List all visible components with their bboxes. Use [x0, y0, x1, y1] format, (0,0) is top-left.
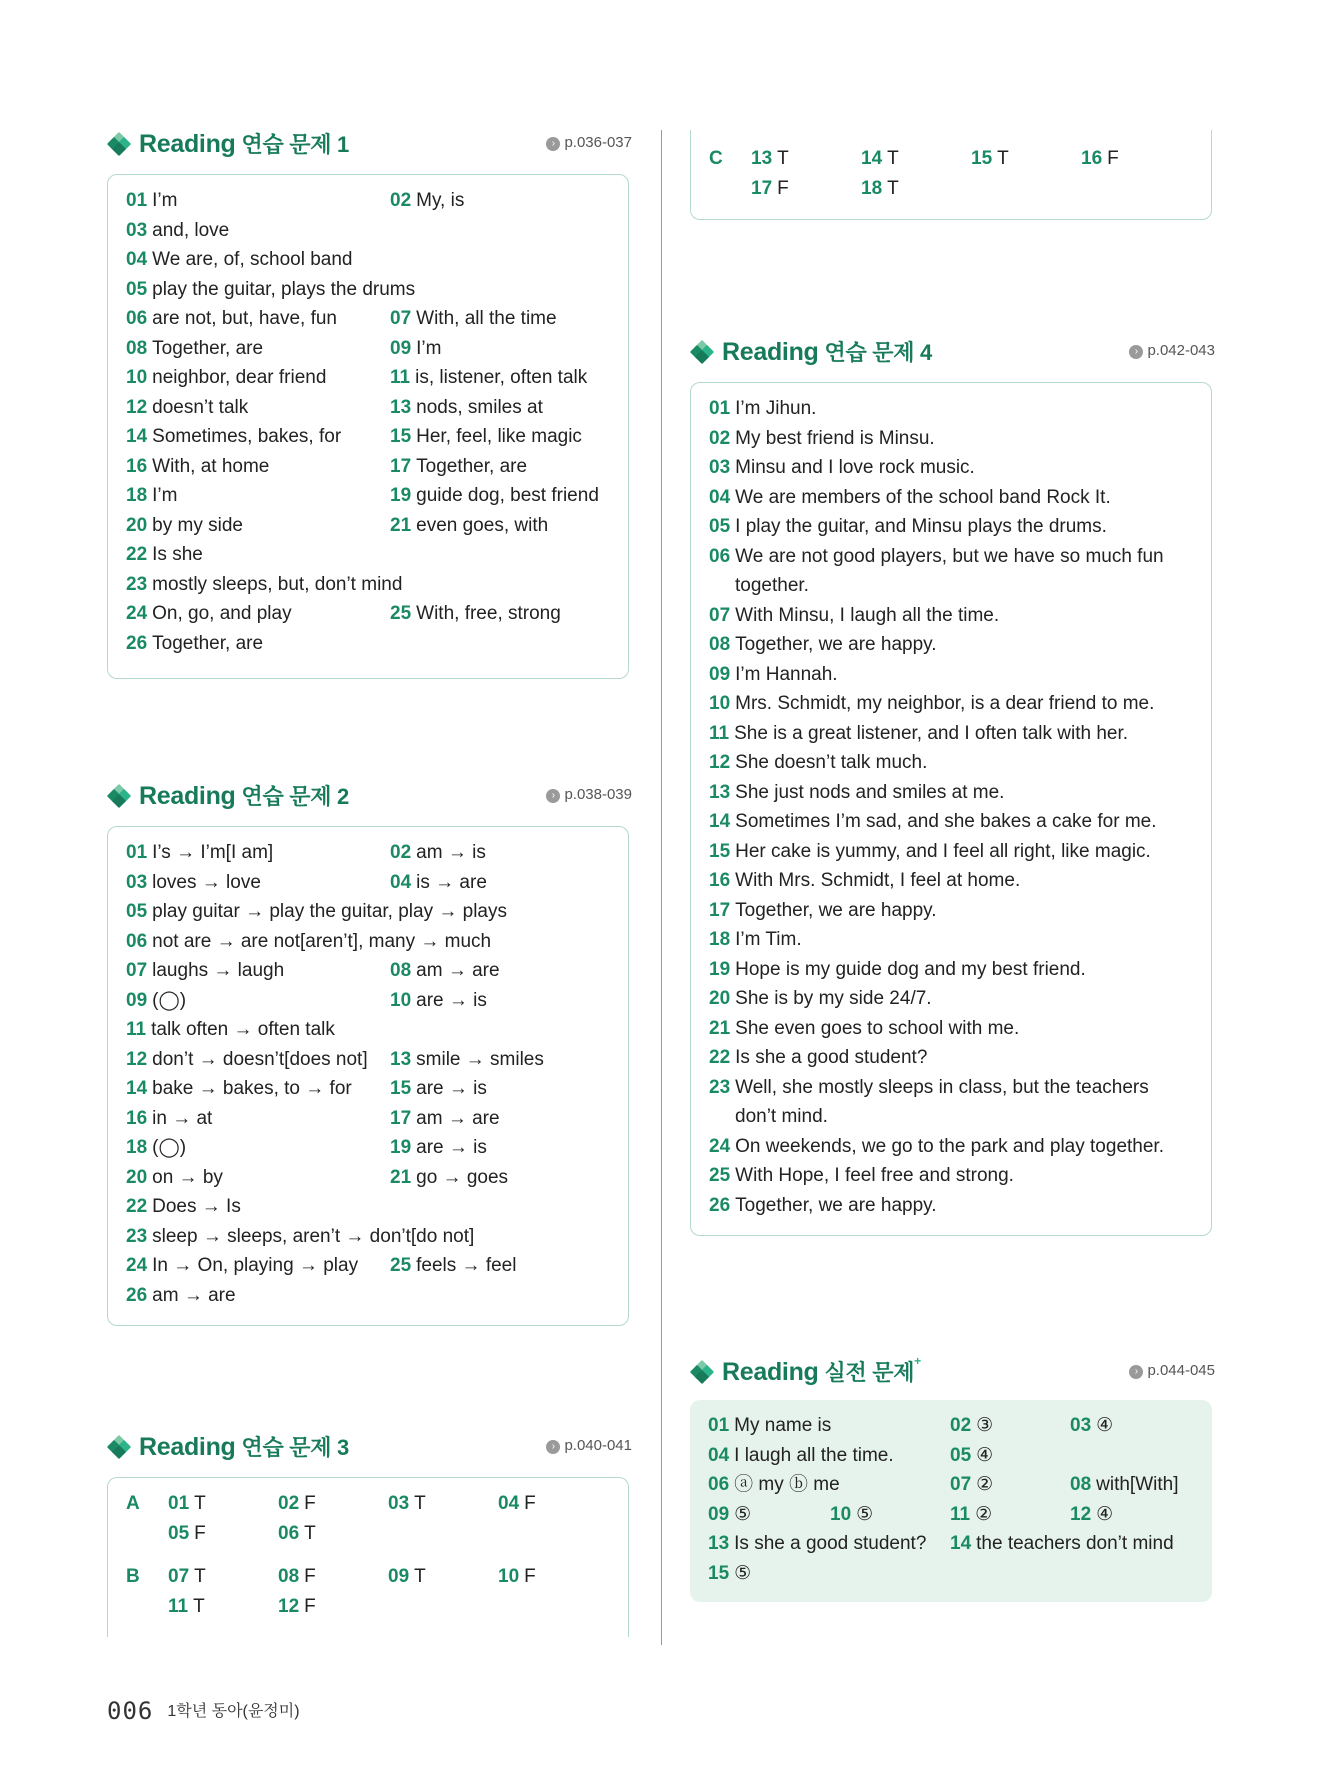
answer-item: 01 T: [168, 1493, 206, 1514]
answer-item: 06 not are → are not[aren’t], many → much: [126, 930, 492, 952]
answer-box-3: [107, 1477, 629, 1637]
answer-item: 18 T: [861, 177, 899, 199]
answer-item: 08 Together, we are happy.: [709, 634, 937, 655]
answer-box-3-continued: [690, 130, 1212, 220]
answer-item: 02 F: [278, 1493, 316, 1514]
answer-item: 08 F: [278, 1566, 316, 1587]
answer-item: 14 the teachers don’t mind: [950, 1533, 1174, 1554]
diamond-icon: [109, 134, 129, 154]
answer-item: 03 T: [388, 1493, 426, 1514]
answer-item: 24 On weekends, we go to the park and play together.: [709, 1135, 1164, 1157]
answer-item: 16 With Mrs. Schmidt, I feel at home.: [709, 870, 1021, 891]
answer-item: 06 ⓐ my ⓑ me: [708, 1474, 840, 1495]
answer-item-continuation: together.: [735, 575, 809, 596]
answer-item: 04 I laugh all the time.: [708, 1444, 894, 1466]
answer-item: 18 (◯): [126, 1137, 187, 1158]
answer-item: 06 T: [278, 1522, 316, 1544]
answer-item: 07 T: [168, 1566, 206, 1587]
answer-item: 16 in → at: [126, 1107, 213, 1129]
answer-item: 09 T: [388, 1566, 426, 1587]
diamond-icon: [109, 1437, 129, 1457]
answer-item: 12 doesn’t talk: [126, 396, 249, 418]
answer-item: 25 With Hope, I feel free and strong.: [709, 1165, 1014, 1186]
page-footer: [107, 1697, 300, 1725]
answer-item: 08 Together, are: [126, 337, 264, 359]
section-title: Reading 연습 문제 4: [722, 338, 932, 366]
page-reference: › p.040-041: [546, 1437, 632, 1454]
answer-item: 15 T: [971, 148, 1009, 169]
answer-item: 11 is, listener, often talk: [390, 367, 588, 388]
answer-item: 04 F: [498, 1493, 536, 1514]
answer-item: 15 ⑤: [708, 1562, 752, 1584]
section-header-2: [107, 776, 632, 816]
answer-item: 17 F: [751, 177, 789, 199]
answer-item: 12 She doesn’t talk much.: [709, 752, 928, 773]
answer-box-5: [690, 1400, 1212, 1602]
answer-item: 10 F: [498, 1566, 536, 1587]
section-title: Reading 연습 문제 3: [139, 1433, 349, 1461]
answer-item: 01 I’m: [126, 190, 178, 211]
page-reference: › p.036-037: [546, 134, 632, 151]
answer-item: 08 am → are: [390, 960, 500, 981]
answer-box-4: [690, 382, 1212, 1236]
answer-box-2: [107, 826, 629, 1326]
section-header-3: [107, 1427, 632, 1467]
answer-item: 04 We are members of the school band Rock It.: [709, 486, 1111, 508]
answer-item: 12 ④: [1070, 1503, 1114, 1525]
answer-item: 01 My name is: [708, 1415, 832, 1436]
answer-item: 03 loves → love: [126, 871, 261, 893]
answer-item: 14 T: [861, 148, 899, 169]
answer-item: 19 guide dog, best friend: [390, 485, 599, 506]
answer-item: 05 play guitar → play the guitar, play → plays: [126, 901, 507, 922]
answer-item: 17 Together, we are happy.: [709, 899, 937, 921]
answer-item: 22 Is she a good student?: [709, 1047, 928, 1068]
answer-item: 11 talk often → often talk: [126, 1019, 335, 1040]
answer-item: 19 are → is: [390, 1137, 487, 1158]
answer-item: 08 with[With]: [1070, 1474, 1179, 1495]
answer-item: 09 I’m: [390, 337, 442, 359]
answer-item: 10 are → is: [390, 989, 487, 1011]
page-reference: › p.042-043: [1129, 342, 1215, 359]
answer-item: 14 Sometimes I’m sad, and she bakes a cake for me.: [709, 811, 1157, 832]
answer-item: 16 F: [1081, 148, 1119, 169]
group-label-b: B: [126, 1566, 140, 1587]
answer-item: 03 ④: [1070, 1415, 1114, 1436]
answer-item: 22 Does → Is: [126, 1196, 241, 1217]
answer-item: 09 ⑤: [708, 1503, 752, 1525]
answer-item: 15 Her, feel, like magic: [390, 426, 582, 447]
answer-item: 10 ⑤: [830, 1503, 874, 1525]
answer-item: 22 Is she: [126, 544, 203, 565]
section-title: Reading 연습 문제 1: [139, 130, 349, 158]
answer-item: 02 My, is: [390, 190, 465, 211]
section-title: Reading 연습 문제 2: [139, 782, 349, 810]
section-header-4: [690, 332, 1215, 372]
answer-item: 15 Her cake is yummy, and I feel all right, like magic.: [709, 840, 1151, 862]
answer-item: 13 She just nods and smiles at me.: [709, 781, 1005, 803]
answer-item: 11 T: [168, 1595, 205, 1617]
answer-item: 19 Hope is my guide dog and my best friend.: [709, 958, 1086, 980]
answer-item: 17 Together, are: [390, 455, 528, 477]
answer-box-1: [107, 174, 629, 679]
group-label-a: A: [126, 1493, 140, 1514]
section-title: Reading 실전 문제+: [722, 1354, 921, 1386]
answer-item: 10 neighbor, dear friend: [126, 367, 327, 388]
answer-item: 07 With, all the time: [390, 308, 557, 329]
answer-item: 06 are not, but, have, fun: [126, 308, 337, 329]
answer-item: 02 My best friend is Minsu.: [709, 427, 935, 449]
chevron-right-icon: ›: [1129, 1365, 1143, 1379]
answer-item: 07 laughs → laugh: [126, 960, 285, 981]
answer-item: 02 am → is: [390, 842, 486, 863]
answer-item: 11 She is a great listener, and I often talk with her.: [709, 722, 1129, 744]
page-reference: › p.038-039: [546, 786, 632, 803]
answer-item: 05 I play the guitar, and Minsu plays the drums.: [709, 516, 1107, 537]
page-number: 006: [107, 1697, 154, 1725]
answer-item: 18 I’m Tim.: [709, 929, 802, 950]
answer-item: 15 are → is: [390, 1078, 487, 1099]
section-header-1: [107, 124, 632, 164]
answer-item: 04 We are, of, school band: [126, 249, 353, 270]
answer-item: 07 With Minsu, I laugh all the time.: [709, 604, 1000, 626]
answer-item: 14 bake → bakes, to → for: [126, 1078, 352, 1099]
answer-item: 21 go → goes: [390, 1166, 509, 1188]
answer-item: 07 ②: [950, 1474, 994, 1495]
answer-item: 24 On, go, and play: [126, 603, 292, 624]
answer-item: 02 ③: [950, 1415, 994, 1436]
answer-item: 03 Minsu and I love rock music.: [709, 457, 975, 478]
answer-item: 13 Is she a good student?: [708, 1533, 927, 1554]
page-reference: › p.044-045: [1129, 1362, 1215, 1379]
column-divider: [661, 130, 662, 1645]
answer-item: 04 is → are: [390, 871, 487, 893]
chevron-right-icon: ›: [546, 789, 560, 803]
answer-item: 12 F: [278, 1595, 316, 1617]
answer-item: 01 I’s → I’m[I am]: [126, 842, 274, 863]
section-header-5: [690, 1352, 1215, 1392]
chevron-right-icon: ›: [1129, 345, 1143, 359]
answer-item: 25 With, free, strong: [390, 603, 561, 624]
answer-item: 13 T: [751, 148, 789, 169]
answer-item: 25 feels → feel: [390, 1255, 517, 1276]
diamond-icon: [692, 1362, 712, 1382]
answer-item: 14 Sometimes, bakes, for: [126, 426, 342, 447]
answer-item: 12 don’t → doesn’t[does not]: [126, 1048, 368, 1070]
answer-item: 26 Together, are: [126, 632, 264, 654]
answer-item-continuation: don’t mind.: [735, 1106, 828, 1127]
answer-item: 06 We are not good players, but we have so much fun: [709, 545, 1164, 567]
chevron-right-icon: ›: [546, 1440, 560, 1454]
answer-item: 20 by my side: [126, 514, 243, 536]
answer-item: 01 I’m Jihun.: [709, 398, 817, 419]
answer-item: 13 smile → smiles: [390, 1048, 544, 1070]
answer-item: 17 am → are: [390, 1107, 500, 1129]
answer-item: 05 play the guitar, plays the drums: [126, 278, 416, 300]
answer-item: 23 sleep → sleeps, aren’t → don’t[do not]: [126, 1225, 475, 1247]
answer-item: 23 Well, she mostly sleeps in class, but the teachers: [709, 1076, 1149, 1098]
answer-item: 23 mostly sleeps, but, don’t mind: [126, 573, 403, 595]
answer-item: 20 She is by my side 24/7.: [709, 988, 932, 1009]
diamond-icon: [692, 342, 712, 362]
answer-item: 11 ②: [950, 1503, 993, 1525]
group-label-c: C: [709, 148, 723, 169]
chevron-right-icon: ›: [546, 137, 560, 151]
answer-item: 21 even goes, with: [390, 514, 549, 536]
answer-item: 16 With, at home: [126, 455, 270, 477]
answer-item: 05 ④: [950, 1444, 994, 1466]
answer-item: 13 nods, smiles at: [390, 396, 543, 418]
answer-item: 26 am → are: [126, 1284, 236, 1306]
answer-item: 26 Together, we are happy.: [709, 1194, 937, 1216]
answer-item: 09 I’m Hannah.: [709, 663, 838, 685]
answer-item: 03 and, love: [126, 219, 230, 241]
diamond-icon: [109, 786, 129, 806]
answer-item: 24 In → On, playing → play: [126, 1255, 359, 1276]
answer-item: 20 on → by: [126, 1166, 223, 1188]
answer-item: 21 She even goes to school with me.: [709, 1017, 1020, 1039]
book-title: 1학년 동아(윤정미): [167, 1703, 300, 1720]
answer-item: 10 Mrs. Schmidt, my neighbor, is a dear friend to me.: [709, 693, 1155, 714]
answer-item: 05 F: [168, 1522, 206, 1544]
answer-item: 18 I’m: [126, 485, 178, 506]
answer-item: 09 (◯): [126, 989, 187, 1011]
